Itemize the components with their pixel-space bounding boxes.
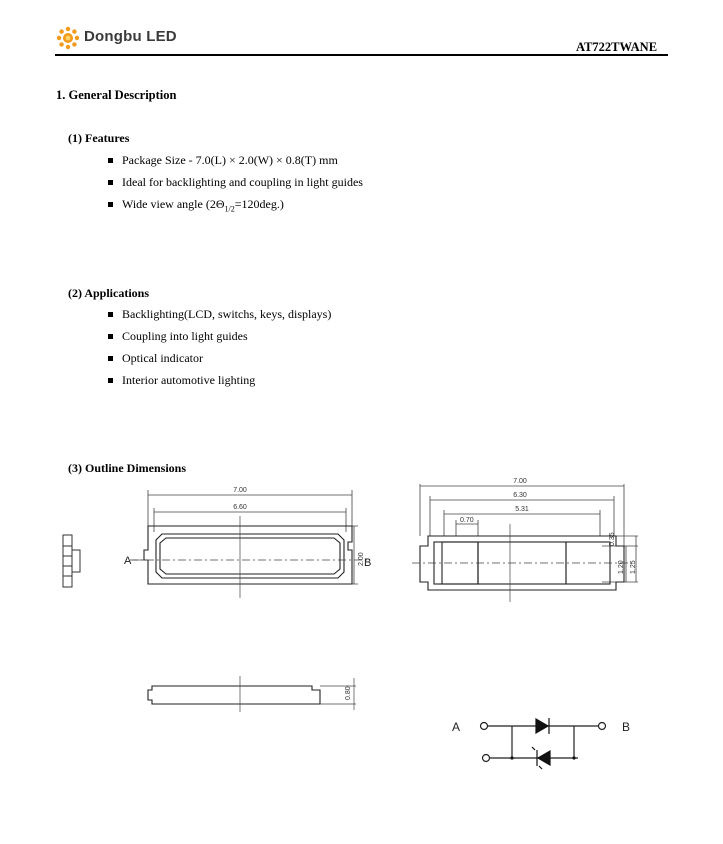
circuit-anode-label: A (452, 720, 461, 734)
list-item: Wide view angle $(2\Theta_{1/2}=120deg.)$ (108, 193, 363, 215)
dim-inner-label: 6.60 (233, 504, 247, 511)
outline-title: (3) Outline Dimensions (68, 461, 187, 475)
list-item: Package Size - 7.0(L) × 2.0(W) × 0.8(T) mm (108, 149, 363, 171)
dim-pad-span-label: 6.30 (513, 492, 527, 499)
edge-view-drawing (60, 532, 84, 590)
part-number: AT722TWANE (576, 40, 658, 54)
dim-length-label: 7.00 (233, 487, 247, 494)
features-list (108, 149, 363, 215)
header-divider (55, 54, 668, 56)
side-view-drawing (140, 672, 370, 716)
bullet-icon (108, 334, 113, 339)
bottom-view-drawing (412, 474, 652, 606)
dim-width-label: 2.00 (358, 552, 365, 566)
bullet-icon (108, 202, 113, 207)
applications-list (108, 303, 331, 391)
header (0, 0, 723, 60)
section-title: 1. General Description (56, 88, 177, 102)
cathode-label: B (364, 557, 372, 569)
list-item: Coupling into light guides (108, 325, 331, 347)
logo-text: Dongbu LED (84, 28, 177, 45)
bullet-icon (108, 356, 113, 361)
bullet-icon (108, 180, 113, 185)
anode-label: A (124, 555, 132, 567)
bullet-icon (108, 312, 113, 317)
dim-pad-label: 0.70 (460, 517, 474, 524)
list-item: Backlighting(LCD, switchs, keys, displays) (108, 303, 331, 325)
list-item: Optical indicator (108, 347, 331, 369)
bullet-icon (108, 378, 113, 383)
dim-length-label: 7.00 (513, 478, 527, 485)
circuit-cathode-label: B (622, 720, 631, 734)
dim-thickness-label: 0.80 (345, 686, 352, 700)
dim-035-label: 0.35 (609, 532, 616, 546)
dim-inner-label: 5.31 (515, 506, 529, 513)
applications-title: (2) Applications (68, 286, 150, 300)
circuit-diagram (446, 710, 646, 772)
features-title: (1) Features (68, 131, 130, 145)
dim-125-label: 1.25 (630, 560, 637, 574)
list-item: Ideal for backlighting and coupling in light guides (108, 171, 363, 193)
list-item: Interior automotive lighting (108, 369, 331, 391)
dim-120-label: 1.20 (618, 560, 625, 574)
bullet-icon (108, 158, 113, 163)
top-view-drawing (118, 482, 388, 604)
dongbu-logo-icon (56, 26, 80, 50)
